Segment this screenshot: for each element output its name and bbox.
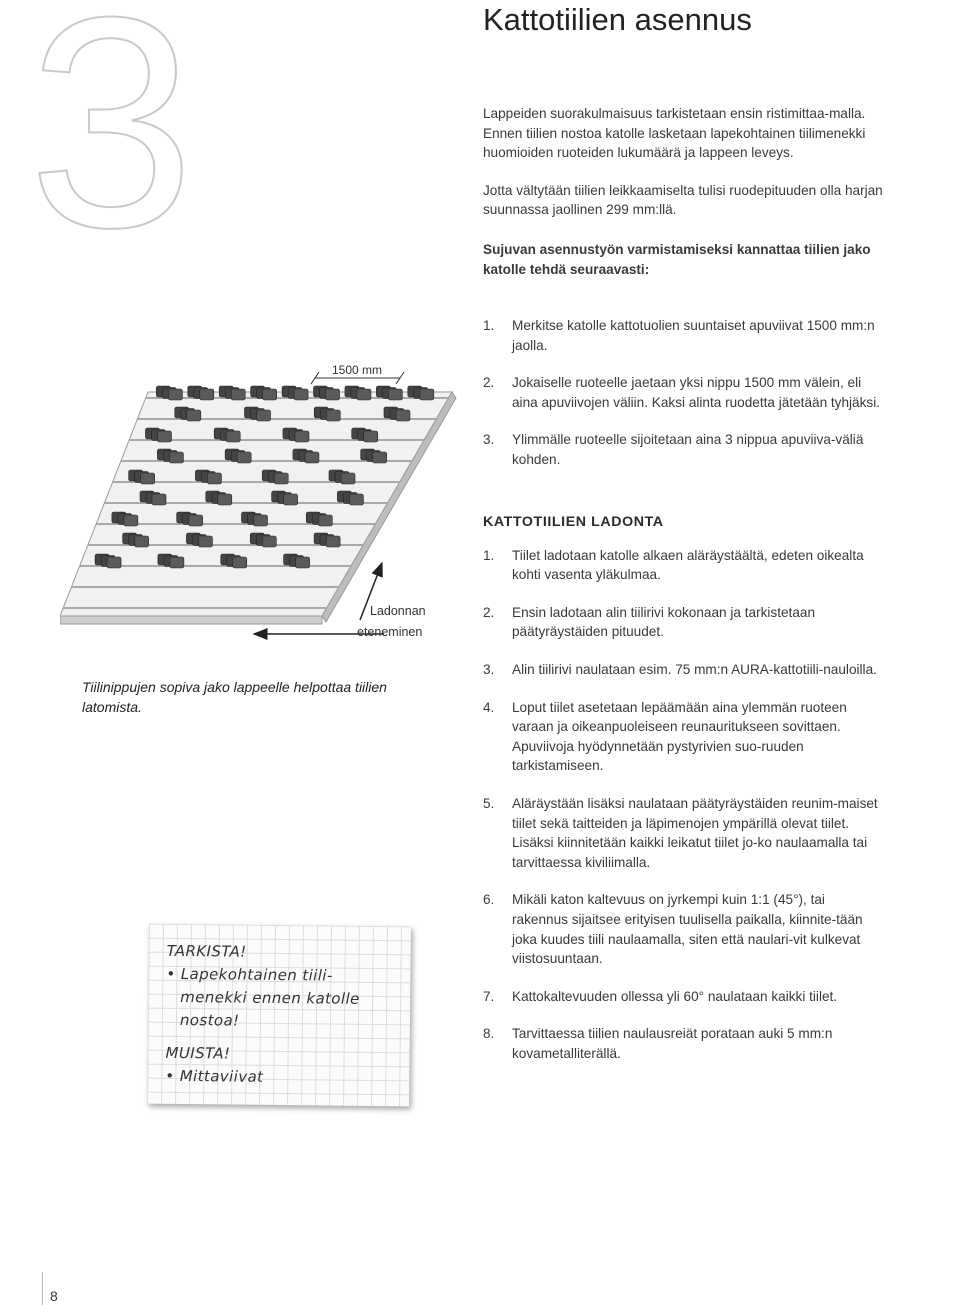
list-item-text: Alin tiilirivi naulataan esim. 75 mm:n AURA-kattotiili-nauloilla. (512, 661, 877, 677)
tile (420, 389, 434, 400)
list-item (483, 890, 883, 968)
tile (257, 410, 271, 421)
intro-text (483, 104, 883, 279)
tile (263, 389, 277, 400)
direction-label-line2: eteneminen (357, 625, 423, 639)
tile (170, 557, 184, 568)
tile (388, 389, 402, 400)
list-item (483, 987, 883, 1007)
list-item-number: 2. (483, 604, 495, 620)
list-item (483, 794, 883, 872)
list-item (483, 373, 883, 412)
roof-edge (60, 616, 322, 624)
list-item-text: Tiilet ladotaan katolle alkaen aläräystäältä, edeten oikealta kohti vasenta yläkulmaa. (512, 547, 864, 583)
intro-paragraph-2: Jotta vältytään tiilien leikkaamiselta tulisi ruodepituuden olla harjan suunnassa jaollinen 299 mm:llä. (483, 182, 883, 218)
tile (284, 494, 298, 505)
tile (218, 494, 232, 505)
list-item (483, 430, 883, 469)
list-item-number: 6. (483, 892, 495, 908)
note-line: • Mittaviivat (165, 1066, 264, 1086)
page-number: 8 (50, 1288, 58, 1304)
tile (262, 536, 276, 547)
tile (396, 410, 410, 421)
page-title: Kattotiilien asennus (483, 2, 752, 37)
tile (141, 473, 155, 484)
list-item (483, 546, 883, 585)
tile (294, 389, 308, 400)
list-item-number: 5. (483, 795, 495, 811)
tile (326, 536, 340, 547)
list-item (483, 1024, 883, 1063)
tile (295, 431, 309, 442)
list-item (483, 698, 883, 776)
list-item-text: Ylimmälle ruoteelle sijoitetaan aina 3 nippua apuviiva-väliä kohden. (512, 432, 864, 467)
note-line: TARKISTA! (166, 941, 247, 961)
list-item-number: 1. (483, 318, 495, 333)
list-item-text: Kattokaltevuuden ollessa yli 60° naulataan kaikki tiilet. (512, 988, 838, 1004)
tile (233, 557, 247, 568)
note-line: menekki ennen katolle (180, 987, 360, 1008)
tile (326, 389, 340, 400)
tile (200, 389, 214, 400)
tile (253, 515, 267, 526)
tile (341, 473, 355, 484)
note-text (165, 940, 360, 1090)
tile (207, 473, 221, 484)
note-line: nostoa! (179, 1010, 240, 1030)
intro-paragraph-1: Lappeiden suorakulmaisuus tarkistetaan ensin ristimittaa-malla. Ennen tiilien nostoa katolle lasketaan lapekohtainen tiilimenekki huomioiden ruoteiden lukumäärä ja lappeen leveys. (483, 106, 866, 161)
tile (124, 515, 138, 526)
direction-label-line1: Ladonnan (370, 604, 426, 618)
list-item-number: 2. (483, 375, 495, 391)
tile (157, 431, 171, 442)
chapter-number: 3 (28, 0, 195, 290)
section-heading: KATTOTIILIEN LADONTA (483, 514, 664, 530)
tile (305, 452, 319, 463)
tile (169, 452, 183, 463)
tile (357, 389, 371, 400)
tile (231, 389, 245, 400)
tile (198, 536, 212, 547)
tile (296, 557, 310, 568)
list-item-text: Jokaiselle ruoteelle jaetaan yksi nippu 1500 mm välein, eli aina apuviivojen väliin. Kaksi alinta ruodetta jätetään tyhjäksi. (512, 375, 881, 410)
list-item-text: Tarvittaessa tiilien naulausreiät porataan auki 5 mm:n kovametalliterällä. (512, 1026, 833, 1061)
list-item-text: Aläräystään lisäksi naulataan päätyräystäiden reunim-maiset tiilet sekä taitteiden ja läpimenojen ympärillä olevat tiilet. Lisäksi kiinnitetään kaikki leikatut tiilet jo-ko naulaamalla tai tarvittaessa kiviliimalla. (512, 795, 878, 870)
list-item-number: 1. (483, 547, 495, 563)
list-item-number: 3. (483, 432, 495, 448)
distribution-steps (483, 316, 883, 470)
dimension-label: 1500 mm (332, 363, 383, 377)
tile (274, 473, 288, 484)
list-item-number: 7. (483, 988, 495, 1004)
tile (349, 494, 363, 505)
tile (187, 410, 201, 421)
note-line: MUISTA! (165, 1043, 231, 1063)
tile (373, 452, 387, 463)
roof-illustration (60, 358, 480, 648)
tile (168, 389, 182, 400)
list-item-number: 4. (483, 699, 495, 715)
tile (189, 515, 203, 526)
tile (107, 557, 121, 568)
ladonta-list (483, 546, 883, 1064)
list-item-text: Loput tiilet asetetaan lepäämään aina ylemmän ruoteen varaan ja oikeanpuoleiseen reunauritukseen sovittaen. Apuviivoja hyödynnetään pystyrivien suo-ruuden tarkistamiseen. (512, 699, 847, 774)
ladonta-section (483, 513, 883, 1063)
tile (318, 515, 332, 526)
tile (135, 536, 149, 547)
list-item-number: 8. (483, 1026, 495, 1042)
list-item-text: Merkitse katolle kattotuolien suuntaiset apuviivat 1500 mm:n jaolla. (512, 318, 875, 353)
note-line: • Lapekohtainen tiili- (166, 964, 333, 985)
list-item (483, 316, 883, 355)
list-item-text: Mikäli katon kaltevuus on jyrkempi kuin 1:1 (45°), tai rakennus sijaitsee erityisen tuulisella paikalla, kiinnite-tään joka kuudes tiili naulaamalla, siten että naulari-vit kulkevat viistosuuntaan. (512, 892, 863, 967)
figure-caption: Tiilinippujen sopiva jako lappeelle helpottaa tiilien latomista. (82, 679, 387, 715)
page-rule (42, 1272, 43, 1305)
reminder-note (147, 924, 411, 1107)
list-item (483, 603, 883, 642)
tile (326, 410, 340, 421)
tile (226, 431, 240, 442)
list-item (483, 660, 883, 680)
tile (237, 452, 251, 463)
list-item-number: 3. (483, 661, 495, 677)
bold-intro: Sujuvan asennustyön varmistamiseksi kannattaa tiilien jako katolle tehdä seuraavasti: (483, 241, 871, 277)
tile (152, 494, 166, 505)
list-item-text: Ensin ladotaan alin tiilirivi kokonaan ja tarkistetaan päätyräystäiden pituudet. (512, 604, 816, 640)
tile (364, 431, 378, 442)
